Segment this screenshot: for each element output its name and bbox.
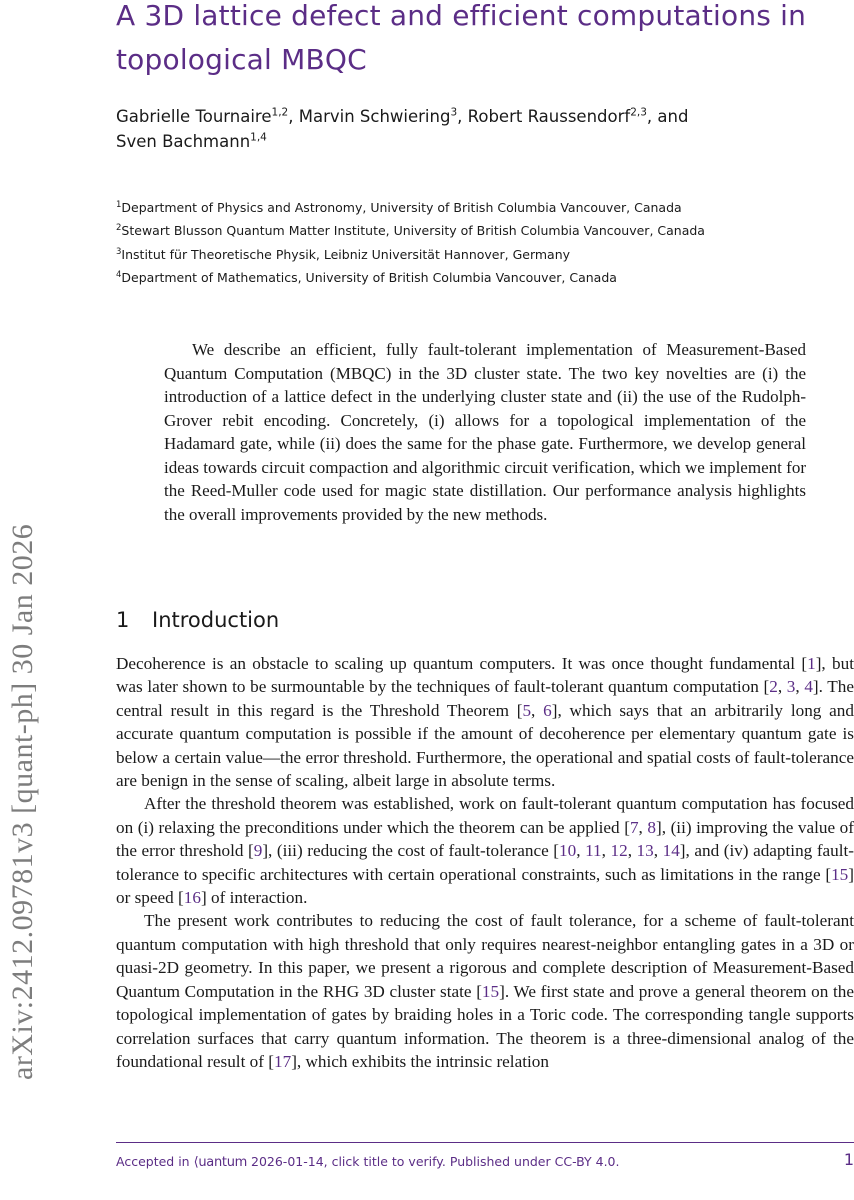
author-affil-sup: 3 xyxy=(450,106,458,119)
author-separator: , xyxy=(457,107,468,126)
author-separator: , and xyxy=(646,107,689,126)
paragraph-text: , xyxy=(653,841,663,861)
citation-link[interactable]: 4 xyxy=(804,677,813,697)
citation-link[interactable]: 2 xyxy=(769,677,778,697)
quantum-logo[interactable]: ⟨uantum xyxy=(193,1155,248,1170)
paragraph-text: ]. We first state and prove a general theorem on the topological implementation of gates by braiding holes in a Toric code. The corresponding tangle supports correlation surfaces that carry quantum information. The theorem is a three-dimensional analog of the foundational result of [ xyxy=(116,981,854,1071)
citation-link[interactable]: 15 xyxy=(481,981,500,1001)
citation-link[interactable]: 14 xyxy=(662,841,680,861)
footer xyxy=(116,1150,854,1170)
affiliation-text: Department of Mathematics, University of British Columbia Vancouver, Canada xyxy=(121,269,617,285)
paragraph-text: ] or speed [ xyxy=(116,864,854,908)
affiliation-number: 1 xyxy=(116,199,122,210)
citation-link[interactable]: 5 xyxy=(522,700,532,720)
arxiv-stamp: arXiv:2412.09781v3 [quant-ph] 30 Jan 2026 xyxy=(6,523,39,1080)
paragraph-text: The present work contributes to reducing the cost of fault tolerance, for a scheme of fault-tolerant quantum computation with high threshold that only requires nearest-neighbor entangling gates in a 3D or quasi-2D geometry. In this paper, we present a rigorous and complete description of Measurement-Based Quantum Computation in the RHG 3D cluster state [ xyxy=(116,911,854,1001)
affiliation xyxy=(116,219,836,242)
author-affil-sup: 1,4 xyxy=(250,131,267,144)
author-name: Robert Raussendorf xyxy=(467,107,631,126)
author-name: Sven Bachmann xyxy=(116,132,251,151)
paragraph-text: ]. The central result in this regard is the Threshold Theorem [ xyxy=(116,677,854,720)
affiliation-number: 2 xyxy=(116,223,122,234)
citation-link[interactable]: 8 xyxy=(647,817,656,837)
paragraph-text: , xyxy=(627,841,637,861)
paragraph-text: ], and (iv) adapting fault-tolerance to specific architectures with certain operational constraints, such as limitations in the range [ xyxy=(116,841,854,884)
affiliation-number: 3 xyxy=(116,246,122,257)
citation-link[interactable]: 15 xyxy=(831,864,849,884)
paragraph xyxy=(116,792,854,909)
paragraph xyxy=(116,652,854,792)
paragraph xyxy=(116,909,854,1073)
paragraph-text: After the threshold theorem was established, work on fault-tolerant quantum computation has focused on (i) relaxing the preconditions under which the theorem can be applied [ xyxy=(116,794,854,837)
affiliation-text: Stewart Blusson Quantum Matter Institute, University of British Columbia Vancouver, Canada xyxy=(121,223,705,239)
citation-link[interactable]: 3 xyxy=(786,677,796,697)
paragraph-text: ], which exhibits the intrinsic relation xyxy=(291,1051,549,1071)
citation-link[interactable]: 1 xyxy=(807,654,816,673)
paragraph-text: , xyxy=(795,677,805,697)
abstract: We describe an efficient, fully fault-tolerant implementation of Measurement-Based Quantum Computation (MBQC) in the 3D cluster state. The two key novelties are (i) the introduction of a lattice defect in the underlying cluster state and (ii) the use of the Rudolph-Grover rebit encoding. Concretely, (i) allows for a topological implementation of the Hadamard gate, while (ii) does the same for the phase gate. Furthermore, we develop general ideas towards circuit compaction and algorithmic circuit verification, which we implement for the Reed-Muller code used for magic state distillation. Our performance analysis highlights the overall improvements provided by the new methods. xyxy=(164,340,806,524)
footer-note: 2026-01-14, click title to verify. Published under CC-BY 4.0. xyxy=(251,1154,620,1169)
paragraph-text: ], which says that an arbitrarily long and accurate quantum computation is possible if the amount of decoherence per elementary quantum gate is below a certain value—the error threshold. Furthermore, the operational and spatial costs of fault-tolerance are benign in the sense of scaling, albeit large in absolute terms. xyxy=(116,700,854,791)
footer-rule xyxy=(116,1142,854,1143)
affiliation xyxy=(116,243,836,266)
author-list xyxy=(116,104,836,154)
citation-link[interactable]: 11 xyxy=(585,841,602,861)
paragraph-text: Decoherence is an obstacle to scaling up quantum computers. It was once thought fundamental [ xyxy=(116,654,808,673)
body-text xyxy=(116,652,854,1073)
affiliation-list xyxy=(116,196,836,289)
paragraph-text: , xyxy=(777,677,787,697)
citation-link[interactable]: 6 xyxy=(543,700,552,720)
paragraph-text: ], (iii) reducing the cost of fault-tolerance [ xyxy=(262,841,560,861)
section-title: Introduction xyxy=(152,608,280,632)
citation-link[interactable]: 7 xyxy=(629,817,639,837)
citation-link[interactable]: 12 xyxy=(610,841,628,861)
affiliation-text: Department of Physics and Astronomy, University of British Columbia Vancouver, Canada xyxy=(121,200,682,215)
citation-link[interactable]: 9 xyxy=(253,841,263,861)
paragraph-text: , xyxy=(531,700,544,720)
author-name: Marvin Schwiering xyxy=(298,107,451,126)
affiliation-text: Institut für Theoretische Physik, Leibniz Universität Hannover, Germany xyxy=(121,246,571,262)
citation-link[interactable]: 13 xyxy=(636,841,654,861)
paragraph-text: ], (ii) improving the value of the error threshold [ xyxy=(116,817,854,861)
author-affil-sup: 2,3 xyxy=(630,106,647,119)
paragraph-text: ], but was later shown to be surmountable by the techniques of fault-tolerant quantum computation [ xyxy=(116,654,854,697)
author-separator: , xyxy=(288,107,299,126)
citation-link[interactable]: 17 xyxy=(274,1051,292,1071)
citation-link[interactable]: 10 xyxy=(559,841,577,861)
citation-link[interactable]: 16 xyxy=(183,888,201,908)
author-name: Gabrielle Tournaire xyxy=(116,107,272,126)
affiliation-number: 4 xyxy=(116,269,122,280)
author-affil-sup: 1,2 xyxy=(271,106,289,119)
footer-accepted: Accepted in xyxy=(116,1154,190,1169)
paragraph-text: , xyxy=(601,841,611,861)
page-number: 1 xyxy=(843,1150,854,1169)
affiliation xyxy=(116,266,836,289)
paragraph-text: , xyxy=(638,817,648,837)
affiliation xyxy=(116,196,836,219)
section-number: 1 xyxy=(116,608,130,632)
paper-title[interactable]: A 3D lattice defect and efficient computations in topological MBQC xyxy=(116,0,807,76)
paragraph-text: , xyxy=(576,841,586,861)
section-heading xyxy=(116,608,279,632)
paragraph-text: ] of interaction. xyxy=(200,888,308,908)
